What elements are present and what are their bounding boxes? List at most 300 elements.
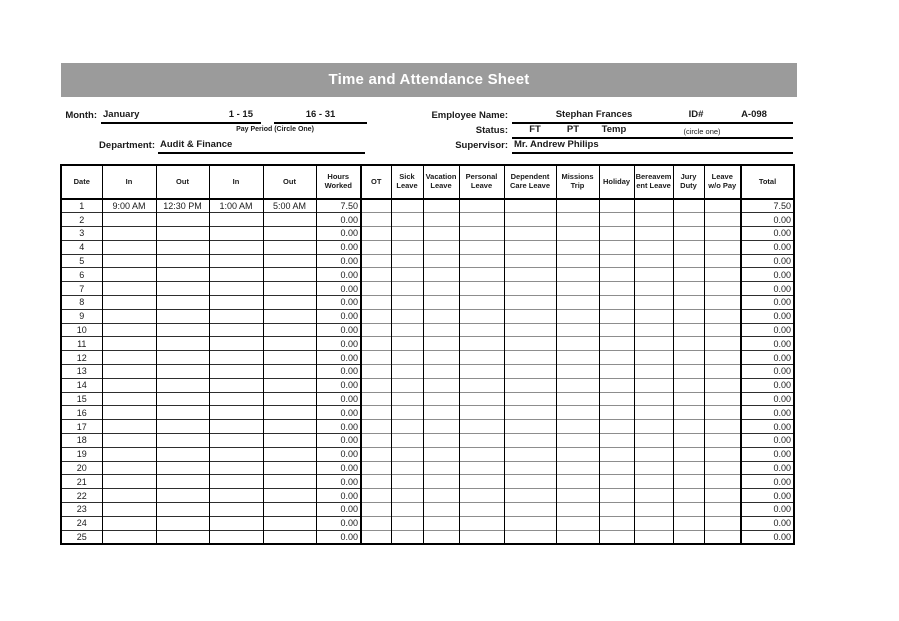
cell[interactable] (556, 254, 599, 268)
cell[interactable]: 0.00 (316, 351, 361, 365)
cell[interactable] (704, 227, 741, 241)
cell[interactable] (504, 199, 556, 213)
cell[interactable] (504, 254, 556, 268)
cell[interactable] (263, 213, 316, 227)
cell[interactable] (634, 254, 673, 268)
cell[interactable] (102, 337, 156, 351)
cell[interactable] (459, 213, 504, 227)
cell[interactable] (102, 365, 156, 379)
cell[interactable] (391, 199, 423, 213)
cell[interactable] (504, 447, 556, 461)
cell[interactable] (423, 240, 459, 254)
cell[interactable] (704, 309, 741, 323)
cell[interactable]: 0.00 (741, 530, 794, 544)
cell[interactable] (391, 530, 423, 544)
cell[interactable] (634, 268, 673, 282)
month-value[interactable]: January (103, 109, 140, 120)
cell[interactable] (504, 475, 556, 489)
cell[interactable] (704, 240, 741, 254)
cell[interactable] (599, 420, 634, 434)
cell[interactable] (673, 489, 704, 503)
cell[interactable] (634, 461, 673, 475)
cell[interactable] (209, 503, 263, 517)
cell[interactable] (102, 213, 156, 227)
cell[interactable] (361, 516, 391, 530)
cell[interactable] (156, 434, 209, 448)
cell[interactable] (673, 323, 704, 337)
cell[interactable] (156, 530, 209, 544)
cell[interactable] (209, 365, 263, 379)
cell[interactable] (209, 254, 263, 268)
cell[interactable] (504, 365, 556, 379)
cell[interactable]: 0.00 (741, 406, 794, 420)
cell[interactable] (209, 516, 263, 530)
cell[interactable] (156, 516, 209, 530)
cell[interactable] (423, 461, 459, 475)
cell[interactable] (459, 378, 504, 392)
cell[interactable] (156, 351, 209, 365)
cell[interactable] (209, 420, 263, 434)
cell[interactable] (599, 309, 634, 323)
cell[interactable] (504, 296, 556, 310)
cell[interactable] (673, 447, 704, 461)
cell[interactable] (423, 420, 459, 434)
cell[interactable] (361, 475, 391, 489)
cell[interactable] (504, 268, 556, 282)
cell[interactable] (391, 461, 423, 475)
cell[interactable] (361, 323, 391, 337)
cell[interactable] (361, 199, 391, 213)
cell[interactable] (556, 268, 599, 282)
cell[interactable]: 0.00 (741, 309, 794, 323)
cell[interactable] (704, 351, 741, 365)
cell[interactable] (599, 378, 634, 392)
cell[interactable] (634, 240, 673, 254)
cell[interactable] (504, 213, 556, 227)
cell[interactable] (704, 434, 741, 448)
cell[interactable] (423, 378, 459, 392)
cell[interactable] (504, 351, 556, 365)
cell[interactable] (504, 461, 556, 475)
cell[interactable] (361, 447, 391, 461)
cell[interactable]: 0.00 (741, 365, 794, 379)
cell[interactable] (263, 392, 316, 406)
cell[interactable] (556, 420, 599, 434)
cell[interactable] (423, 213, 459, 227)
cell[interactable] (556, 282, 599, 296)
cell[interactable] (263, 296, 316, 310)
cell[interactable] (556, 323, 599, 337)
cell[interactable] (209, 337, 263, 351)
cell[interactable] (704, 365, 741, 379)
cell[interactable]: 0.00 (741, 337, 794, 351)
cell[interactable] (391, 475, 423, 489)
cell[interactable] (673, 406, 704, 420)
cell[interactable]: 0.00 (741, 240, 794, 254)
cell[interactable] (391, 447, 423, 461)
cell[interactable] (556, 365, 599, 379)
cell[interactable] (599, 503, 634, 517)
cell[interactable]: 0.00 (316, 461, 361, 475)
cell[interactable] (673, 227, 704, 241)
cell[interactable] (423, 323, 459, 337)
cell[interactable] (599, 461, 634, 475)
cell[interactable] (156, 282, 209, 296)
cell[interactable] (361, 489, 391, 503)
cell[interactable] (556, 406, 599, 420)
cell[interactable] (361, 213, 391, 227)
cell[interactable]: 0.00 (741, 282, 794, 296)
cell[interactable] (673, 461, 704, 475)
cell[interactable] (459, 461, 504, 475)
cell[interactable] (459, 406, 504, 420)
cell[interactable] (673, 337, 704, 351)
cell[interactable] (556, 296, 599, 310)
cell[interactable] (391, 503, 423, 517)
cell[interactable] (599, 323, 634, 337)
cell[interactable] (634, 199, 673, 213)
cell[interactable] (102, 378, 156, 392)
cell[interactable] (263, 351, 316, 365)
cell[interactable] (459, 434, 504, 448)
cell[interactable] (634, 309, 673, 323)
status-option-temp[interactable]: Temp (601, 124, 627, 135)
cell[interactable] (102, 282, 156, 296)
cell[interactable] (209, 461, 263, 475)
cell[interactable] (556, 392, 599, 406)
cell[interactable] (102, 503, 156, 517)
cell[interactable] (634, 420, 673, 434)
cell[interactable] (556, 489, 599, 503)
cell[interactable] (673, 503, 704, 517)
cell[interactable] (504, 516, 556, 530)
cell[interactable] (391, 378, 423, 392)
cell[interactable] (102, 420, 156, 434)
cell[interactable] (102, 475, 156, 489)
cell[interactable] (156, 378, 209, 392)
cell[interactable] (156, 254, 209, 268)
cell[interactable]: 0.00 (741, 447, 794, 461)
cell[interactable] (102, 447, 156, 461)
cell[interactable] (156, 447, 209, 461)
cell[interactable] (556, 227, 599, 241)
cell[interactable] (209, 213, 263, 227)
cell[interactable]: 0.00 (741, 268, 794, 282)
cell[interactable] (504, 434, 556, 448)
cell[interactable] (704, 475, 741, 489)
cell[interactable]: 12:30 PM (156, 199, 209, 213)
cell[interactable] (361, 503, 391, 517)
cell[interactable] (102, 268, 156, 282)
cell[interactable] (102, 254, 156, 268)
cell[interactable] (263, 406, 316, 420)
cell[interactable]: 0.00 (316, 268, 361, 282)
cell[interactable] (673, 434, 704, 448)
cell[interactable] (459, 351, 504, 365)
cell[interactable] (504, 337, 556, 351)
cell[interactable]: 7.50 (741, 199, 794, 213)
cell[interactable] (361, 406, 391, 420)
cell[interactable] (634, 351, 673, 365)
cell[interactable]: 0.00 (316, 213, 361, 227)
cell[interactable] (423, 365, 459, 379)
cell[interactable] (423, 309, 459, 323)
cell[interactable] (263, 282, 316, 296)
cell[interactable] (423, 530, 459, 544)
cell[interactable] (361, 351, 391, 365)
cell[interactable]: 0.00 (741, 420, 794, 434)
cell[interactable] (599, 268, 634, 282)
cell[interactable] (361, 282, 391, 296)
cell[interactable] (459, 503, 504, 517)
cell[interactable] (673, 392, 704, 406)
cell[interactable] (599, 516, 634, 530)
cell[interactable] (556, 447, 599, 461)
cell[interactable] (634, 475, 673, 489)
cell[interactable] (423, 475, 459, 489)
cell[interactable] (599, 475, 634, 489)
cell[interactable]: 0.00 (316, 434, 361, 448)
cell[interactable]: 7.50 (316, 199, 361, 213)
supervisor-value[interactable]: Mr. Andrew Philips (514, 139, 599, 150)
cell[interactable] (556, 213, 599, 227)
cell[interactable] (423, 199, 459, 213)
cell[interactable] (423, 268, 459, 282)
cell[interactable]: 0.00 (316, 420, 361, 434)
cell[interactable] (263, 516, 316, 530)
cell[interactable] (423, 337, 459, 351)
cell[interactable] (156, 323, 209, 337)
cell[interactable] (504, 420, 556, 434)
employee-id-value[interactable]: A-098 (741, 109, 767, 120)
cell[interactable] (391, 323, 423, 337)
cell[interactable] (209, 309, 263, 323)
cell[interactable] (156, 489, 209, 503)
cell[interactable] (209, 530, 263, 544)
cell[interactable] (673, 516, 704, 530)
cell[interactable] (704, 530, 741, 544)
cell[interactable] (673, 213, 704, 227)
cell[interactable] (673, 240, 704, 254)
cell[interactable] (504, 282, 556, 296)
cell[interactable] (102, 392, 156, 406)
cell[interactable] (102, 516, 156, 530)
cell[interactable] (673, 309, 704, 323)
cell[interactable] (209, 240, 263, 254)
cell[interactable] (209, 378, 263, 392)
cell[interactable] (391, 392, 423, 406)
cell[interactable] (704, 296, 741, 310)
cell[interactable] (673, 254, 704, 268)
cell[interactable] (504, 227, 556, 241)
cell[interactable] (391, 337, 423, 351)
cell[interactable] (634, 447, 673, 461)
cell[interactable] (156, 503, 209, 517)
cell[interactable] (209, 392, 263, 406)
cell[interactable] (599, 434, 634, 448)
cell[interactable]: 0.00 (741, 475, 794, 489)
cell[interactable] (263, 268, 316, 282)
cell[interactable] (459, 282, 504, 296)
cell[interactable] (263, 227, 316, 241)
cell[interactable] (102, 296, 156, 310)
cell[interactable] (391, 420, 423, 434)
cell[interactable] (634, 296, 673, 310)
cell[interactable] (423, 296, 459, 310)
cell[interactable] (556, 337, 599, 351)
cell[interactable] (504, 240, 556, 254)
cell[interactable] (361, 337, 391, 351)
cell[interactable] (459, 254, 504, 268)
cell[interactable] (156, 213, 209, 227)
cell[interactable] (209, 475, 263, 489)
cell[interactable] (704, 420, 741, 434)
cell[interactable] (361, 461, 391, 475)
cell[interactable]: 9:00 AM (102, 199, 156, 213)
cell[interactable] (459, 365, 504, 379)
cell[interactable] (209, 447, 263, 461)
cell[interactable] (102, 240, 156, 254)
cell[interactable] (209, 434, 263, 448)
cell[interactable] (361, 227, 391, 241)
cell[interactable] (209, 296, 263, 310)
cell[interactable] (423, 516, 459, 530)
cell[interactable] (634, 227, 673, 241)
cell[interactable] (673, 199, 704, 213)
cell[interactable] (599, 489, 634, 503)
cell[interactable] (361, 254, 391, 268)
cell[interactable] (156, 240, 209, 254)
cell[interactable] (459, 309, 504, 323)
cell[interactable] (156, 420, 209, 434)
cell[interactable] (504, 530, 556, 544)
cell[interactable]: 0.00 (316, 392, 361, 406)
cell[interactable] (423, 392, 459, 406)
cell[interactable] (634, 530, 673, 544)
cell[interactable] (459, 337, 504, 351)
cell[interactable]: 0.00 (316, 475, 361, 489)
cell[interactable]: 0.00 (316, 365, 361, 379)
cell[interactable] (634, 516, 673, 530)
cell[interactable] (391, 268, 423, 282)
cell[interactable] (556, 240, 599, 254)
cell[interactable] (599, 254, 634, 268)
cell[interactable] (599, 296, 634, 310)
cell[interactable] (391, 227, 423, 241)
cell[interactable] (704, 378, 741, 392)
cell[interactable] (209, 323, 263, 337)
cell[interactable] (391, 213, 423, 227)
cell[interactable] (423, 503, 459, 517)
cell[interactable]: 0.00 (316, 254, 361, 268)
cell[interactable] (102, 351, 156, 365)
cell[interactable] (459, 447, 504, 461)
cell[interactable] (673, 378, 704, 392)
cell[interactable]: 0.00 (741, 227, 794, 241)
cell[interactable]: 0.00 (316, 282, 361, 296)
cell[interactable] (361, 296, 391, 310)
cell[interactable] (423, 434, 459, 448)
cell[interactable]: 1:00 AM (209, 199, 263, 213)
cell[interactable] (209, 227, 263, 241)
cell[interactable] (556, 199, 599, 213)
cell[interactable]: 0.00 (741, 392, 794, 406)
cell[interactable]: 0.00 (741, 461, 794, 475)
cell[interactable]: 0.00 (741, 351, 794, 365)
cell[interactable] (556, 530, 599, 544)
pay-period-option-1[interactable]: 1 - 15 (228, 109, 253, 120)
cell[interactable] (556, 434, 599, 448)
cell[interactable] (673, 475, 704, 489)
cell[interactable] (209, 268, 263, 282)
cell[interactable]: 0.00 (741, 213, 794, 227)
cell[interactable] (556, 503, 599, 517)
cell[interactable] (361, 420, 391, 434)
cell[interactable] (459, 420, 504, 434)
cell[interactable] (102, 227, 156, 241)
cell[interactable] (504, 489, 556, 503)
cell[interactable] (504, 323, 556, 337)
cell[interactable] (263, 530, 316, 544)
cell[interactable] (704, 282, 741, 296)
cell[interactable] (599, 213, 634, 227)
cell[interactable]: 0.00 (316, 240, 361, 254)
cell[interactable]: 0.00 (316, 489, 361, 503)
cell[interactable] (599, 227, 634, 241)
cell[interactable] (634, 434, 673, 448)
cell[interactable]: 0.00 (316, 406, 361, 420)
cell[interactable] (391, 516, 423, 530)
cell[interactable] (504, 406, 556, 420)
cell[interactable] (263, 461, 316, 475)
cell[interactable] (459, 516, 504, 530)
cell[interactable] (263, 475, 316, 489)
cell[interactable] (361, 434, 391, 448)
cell[interactable]: 0.00 (316, 337, 361, 351)
cell[interactable] (102, 309, 156, 323)
cell[interactable] (504, 378, 556, 392)
cell[interactable] (423, 447, 459, 461)
cell[interactable] (391, 406, 423, 420)
cell[interactable] (599, 530, 634, 544)
cell[interactable]: 0.00 (316, 530, 361, 544)
cell[interactable] (556, 516, 599, 530)
cell[interactable] (704, 516, 741, 530)
cell[interactable] (634, 337, 673, 351)
cell[interactable] (391, 351, 423, 365)
cell[interactable] (599, 406, 634, 420)
cell[interactable]: 0.00 (741, 434, 794, 448)
cell[interactable] (704, 199, 741, 213)
cell[interactable] (361, 392, 391, 406)
cell[interactable] (263, 447, 316, 461)
cell[interactable] (634, 365, 673, 379)
cell[interactable] (599, 392, 634, 406)
cell[interactable] (704, 254, 741, 268)
cell[interactable] (704, 323, 741, 337)
cell[interactable] (391, 254, 423, 268)
cell[interactable] (391, 296, 423, 310)
cell[interactable] (102, 530, 156, 544)
status-option-ft[interactable]: FT (529, 124, 541, 135)
cell[interactable] (263, 240, 316, 254)
cell[interactable] (556, 475, 599, 489)
cell[interactable] (263, 434, 316, 448)
cell[interactable] (209, 282, 263, 296)
pay-period-option-2[interactable]: 16 - 31 (305, 109, 336, 120)
cell[interactable] (634, 406, 673, 420)
cell[interactable] (459, 475, 504, 489)
